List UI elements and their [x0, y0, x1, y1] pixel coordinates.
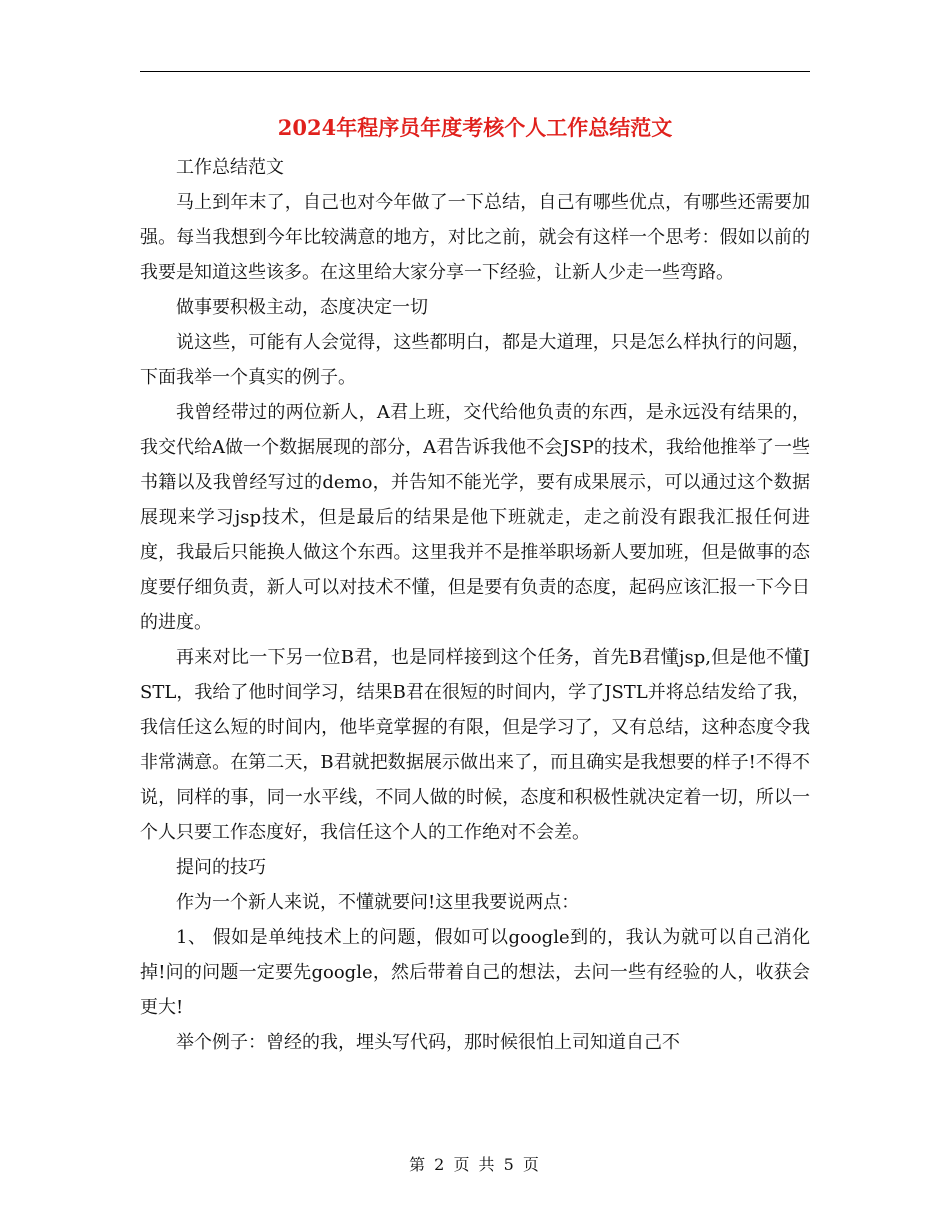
paragraph-example-b: 再来对比一下另一位B君，也是同样接到这个任务，首先B君懂jsp,但是他不懂JSTL，我给了他时间学习，结果B君在很短的时间内，学了JSTL并将总结发给了我，我信任这么短的时间内，他毕竟掌握的有限，但是学习了，又有总结，这种态度令我非常满意。在第二天，B君就把数据展示做出来了，而且确实是我想要的样子!不得不说，同样的事，同一水平线，不同人做的时候，态度和积极性就决定着一切，所以一个人只要工作态度好，我信任这个人的工作绝对不会差。 — [140, 647, 810, 843]
paragraph-point-1: 1、 假如是单纯技术上的问题，假如可以google到的，我认为就可以自己消化掉!问的问题一定要先google，然后带着自己的想法，去问一些有经验的人，收获会更大! — [140, 927, 810, 1018]
document-title: 2024年程序员年度考核个人工作总结范文 — [277, 115, 673, 140]
paragraph-heading-attitude: 做事要积极主动，态度决定一切 — [176, 297, 428, 318]
paragraph-example-self: 举个例子：曾经的我，埋头写代码，那时候很怕上司知道自己不 — [176, 1032, 680, 1053]
document-body — [140, 150, 810, 1060]
paragraph-questions-intro: 作为一个新人来说，不懂就要问!这里我要说两点： — [176, 892, 580, 913]
paragraph-example-a: 我曾经带过的两位新人，A君上班，交代给他负责的东西，是永远没有结果的，我交代给A做一个数据展现的部分，A君告诉我他不会JSP的技术，我给他推举了一些书籍以及我曾经写过的demo，并告知不能光学，要有成果展示，可以通过这个数据展现来学习jsp技术，但是最后的结果是他下班就走，走之前没有跟我汇报任何进度，我最后只能换人做这个东西。这里我并不是推举职场新人要加班，但是做事的态度要仔细负责，新人可以对技术不懂，但是要有负责的态度，起码应该汇报一下今日的进度。 — [140, 402, 810, 633]
paragraph-intro: 马上到年末了，自己也对今年做了一下总结，自己有哪些优点，有哪些还需要加强。每当我想到今年比较满意的地方，对比之前，就会有这样一个思考：假如以前的我要是知道这些该多。在这里给大家分享一下经验，让新人少走一些弯路。 — [140, 192, 810, 283]
header-rule — [140, 71, 810, 72]
paragraph-heading-questions: 提问的技巧 — [176, 857, 266, 878]
paragraph-heading-summary: 工作总结范文 — [176, 157, 284, 178]
page-number: 第 2 页 共 5 页 — [409, 1155, 541, 1174]
paragraph-example-lead: 说这些，可能有人会觉得，这些都明白，都是大道理，只是怎么样执行的问题，下面我举一个真实的例子。 — [140, 332, 810, 388]
